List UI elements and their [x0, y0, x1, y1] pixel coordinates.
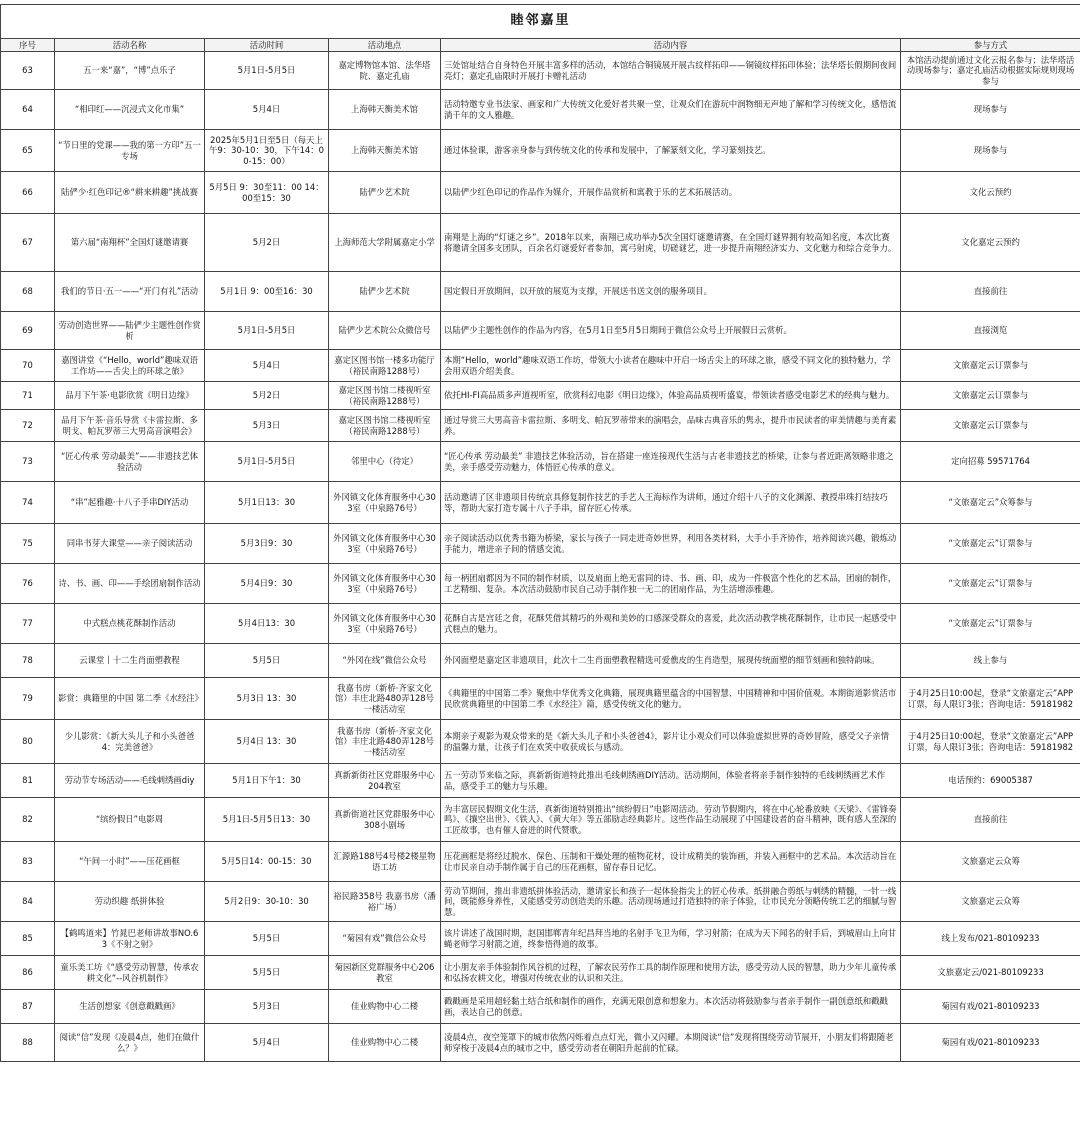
activity-place: 上海韩天衡美术馆	[329, 90, 441, 130]
activity-time: 5月4日	[205, 1024, 329, 1062]
table-row	[1, 172, 1080, 214]
row-number: 74	[1, 482, 55, 524]
row-number: 88	[1, 1024, 55, 1062]
table-row	[1, 720, 1080, 764]
activity-time: 5月1日 9：00至16：30	[205, 272, 329, 312]
activity-content: 以陆俨少红色印记的作品作为媒介，开展作品赏析和寓教于乐的艺术拓展活动。	[441, 172, 901, 214]
table-row	[1, 678, 1080, 720]
row-number: 81	[1, 764, 55, 798]
activity-time: 5月5日 9：30至11：00 14：00至15：30	[205, 172, 329, 214]
table-row	[1, 312, 1080, 350]
participation-method: 文旅嘉定云众筹	[901, 882, 1080, 922]
activity-place: 我嘉书房（新桥·齐家文化馆）丰庄北路480弄128号一楼活动室	[329, 678, 441, 720]
activity-time: 5月1日-5月5日	[205, 442, 329, 482]
activity-place: 裕民路358号 我嘉书房（潘裕广场）	[329, 882, 441, 922]
activity-content: 凌晨4点，夜空笼罩下的城市依然闪烁着点点灯光，微小又闪耀。本期阅读“信”发现将围绕劳动节展开，小朋友们将跟随老师穿梭于凌晨4点的城市之中，感受劳动者在朝阳升起前的忙碌。	[441, 1024, 901, 1062]
activity-content: 依托HI-FI高品质多声道视听室，欣赏科幻电影《明日边缘》，体验高品质视听盛宴，带领读者感受电影艺术的经典与魅力。	[441, 382, 901, 410]
activity-time: 5月4日	[205, 90, 329, 130]
activity-place: 外冈镇文化体育服务中心303室（中泉路76号）	[329, 604, 441, 644]
activity-content: 五一劳动节来临之际，真新新街道特此推出毛线刺绣画DIY活动。活动期间，体验者将亲手制作独特的毛线刺绣画艺术作品，感受手工的魅力与乐趣。	[441, 764, 901, 798]
participation-method: 直接前往	[901, 272, 1080, 312]
activity-time: 5月4日 13：30	[205, 720, 329, 764]
activity-place: 外冈镇文化体育服务中心303室（中泉路76号）	[329, 482, 441, 524]
participation-method: 文旅嘉定云订票参与	[901, 382, 1080, 410]
participation-method: 菊园有戏/021-80109233	[901, 990, 1080, 1024]
row-number: 77	[1, 604, 55, 644]
row-number: 73	[1, 442, 55, 482]
activity-content: 以陆俨少主题性创作的作品为内容，在5月1日至5月5日期间于微信公众号上开展假日云赏析。	[441, 312, 901, 350]
activity-name: 少儿影赏：《新大头儿子和小头爸爸4：完美爸爸》	[55, 720, 205, 764]
header-name: 活动名称	[55, 39, 205, 52]
row-number: 66	[1, 172, 55, 214]
activity-content: 外冈面塑是嘉定区非遗项目，此次十二生肖面塑教程精选可爱僬皮的生肖造型，展现传统面塑的细节刻画和独特韵味。	[441, 644, 901, 678]
table-row	[1, 482, 1080, 524]
activity-time: 5月1日-5月5日	[205, 312, 329, 350]
activity-time: 2025年5月1日至5日（每天上午9：30-10：30，下午14：00-15：00）	[205, 130, 329, 172]
participation-method: 文旅嘉定云众筹	[901, 842, 1080, 882]
participation-method: 文旅嘉定云订票参与	[901, 410, 1080, 442]
row-number: 67	[1, 214, 55, 272]
participation-method: 文化嘉定云预约	[901, 214, 1080, 272]
activity-time: 5月2日	[205, 214, 329, 272]
table-row	[1, 882, 1080, 922]
row-number: 70	[1, 350, 55, 382]
participation-method: “文旅嘉定云”订票参与	[901, 524, 1080, 564]
participation-method: 直接浏览	[901, 312, 1080, 350]
table-row	[1, 1024, 1080, 1062]
table-row	[1, 272, 1080, 312]
row-number: 86	[1, 956, 55, 990]
table-row	[1, 990, 1080, 1024]
row-number: 78	[1, 644, 55, 678]
table-title: 睦邻嘉里	[1, 5, 1080, 39]
row-number: 83	[1, 842, 55, 882]
participation-method: 定向招募 59571764	[901, 442, 1080, 482]
participation-method: 文化云预约	[901, 172, 1080, 214]
activity-time: 5月4日9：30	[205, 564, 329, 604]
row-number: 87	[1, 990, 55, 1024]
activity-place: “外冈在线”微信公众号	[329, 644, 441, 678]
activity-content: 活动邀请了区非遗项目传统京具修复制作技艺的手艺人王海标作为讲师，通过介绍十八子的文化渊源、教授串珠打结技巧等，帮助大家打造专属十八子手串，留存匠心传承。	[441, 482, 901, 524]
activity-place: 邻里中心（待定）	[329, 442, 441, 482]
activity-place: “菊园有戏”微信公众号	[329, 922, 441, 956]
row-number: 65	[1, 130, 55, 172]
activity-time: 5月1日下午1：30	[205, 764, 329, 798]
activity-time: 5月5日	[205, 956, 329, 990]
table-row	[1, 564, 1080, 604]
activity-content: 活动特邀专业书法家、画家和广大传统文化爱好者共聚一堂，让观众们在游玩中润物细无声地了解和学习传统文化，感悟流淌千年的文人雅趣。	[441, 90, 901, 130]
row-number: 76	[1, 564, 55, 604]
table-row	[1, 644, 1080, 678]
activity-name: 劳动节专场活动——毛线刺绣画diy	[55, 764, 205, 798]
activity-place: 陆俨少艺术院	[329, 272, 441, 312]
table-body	[1, 52, 1080, 1062]
row-number: 85	[1, 922, 55, 956]
table-row	[1, 842, 1080, 882]
activity-content: 为丰富居民假期文化生活，真新街道特别推出“缤纷假日”电影周活动。劳动节假期内，将在中心轮番放映《天梁》、《雷锋奏鸣》、《攘空出世》、《铁人》、《黄大年》等五部励志经典影片。这些作品生动展现了中国建设者的奋斗精神，既有感人至深的工匠故事，也有催人奋进的时代赞歌。	[441, 798, 901, 842]
activity-name: 云课堂丨十二生肖面塑教程	[55, 644, 205, 678]
table-row	[1, 956, 1080, 990]
activity-name: 同串书芽大课堂——亲子阅读活动	[55, 524, 205, 564]
row-number: 63	[1, 52, 55, 90]
table-row	[1, 382, 1080, 410]
activity-time: 5月4日	[205, 350, 329, 382]
activity-place: 佳业购物中心二楼	[329, 990, 441, 1024]
activity-content: “匠心传承 劳动最美” 非遗技艺体验活动，旨在搭建一座连接现代生活与古老非遗技艺的桥梁，让参与者近距离领略非遗之美，亲手感受劳动魅力，体悟匠心传承的意义。	[441, 442, 901, 482]
activity-name: 中式糕点桃花酥制作活动	[55, 604, 205, 644]
header-time: 活动时间	[205, 39, 329, 52]
activity-time: 5月1日13：30	[205, 482, 329, 524]
participation-method: 文旅嘉定云/021-80109233	[901, 956, 1080, 990]
activity-name: 陆俨少·红色印记®“耕来耕趣”挑战赛	[55, 172, 205, 214]
activity-content: 压花画框是将经过脱水、保色、压制和干燥处理的植物花材，设计成精美的装饰画，并装入画框中的艺术品。本次活动旨在让市民亲自动手制作属于自己的压花画框，留存春日记忆。	[441, 842, 901, 882]
table-row	[1, 410, 1080, 442]
participation-method: 电话预约：69005387	[901, 764, 1080, 798]
row-number: 84	[1, 882, 55, 922]
participation-method: 文旅嘉定云订票参与	[901, 350, 1080, 382]
activity-place: 陆俨少艺术院	[329, 172, 441, 214]
activity-time: 5月5日	[205, 644, 329, 678]
header-content: 活动内容	[441, 39, 901, 52]
activity-place: 嘉定博物馆本馆、法华塔院、嘉定孔庙	[329, 52, 441, 90]
activity-name: 五一来“嘉”，“博”点乐子	[55, 52, 205, 90]
activity-place: 上海师范大学附属嘉定小学	[329, 214, 441, 272]
activity-time: 5月3日	[205, 410, 329, 442]
activity-name: “缤纷假日”电影周	[55, 798, 205, 842]
participation-method: 现场参与	[901, 90, 1080, 130]
activity-place: 嘉定区图书馆二楼视听室（裕民南路1288号）	[329, 382, 441, 410]
activity-name: 诗、书、画、印——手绘团扇制作活动	[55, 564, 205, 604]
table-row	[1, 90, 1080, 130]
activity-time: 5月5日	[205, 922, 329, 956]
participation-method: “文旅嘉定云”众筹参与	[901, 482, 1080, 524]
participation-method: 菊园有戏/021-80109233	[901, 1024, 1080, 1062]
participation-method: 本馆活动提前通过文化云报名参与；法华塔活动现场参与；嘉定孔庙活动根据实际规则现场参与	[901, 52, 1080, 90]
table-row	[1, 350, 1080, 382]
activity-name: 劳动织趣 纸拼体验	[55, 882, 205, 922]
participation-method: 直接前往	[901, 798, 1080, 842]
activity-time: 5月4日13：30	[205, 604, 329, 644]
activity-time: 5月1日-5月5日13：30	[205, 798, 329, 842]
activity-time: 5月3日 13：30	[205, 678, 329, 720]
activity-content: 三处馆址结合自身特色开展丰富多样的活动，本馆结合铜镜展开展古纹样拓印——铜镜纹样拓印体验；法华塔长假期间夜间亮灯；嘉定孔庙限时开展打卡赠礼活动	[441, 52, 901, 90]
activity-content: 花酥自古是宫廷之食，花酥凭借其精巧的外观和美妙的口感深受群众的喜爱，此次活动教学桃花酥制作，让市民一起感受中式糕点的魅力。	[441, 604, 901, 644]
activity-name: 影赏：典籍里的中国 第二季《水经注》	[55, 678, 205, 720]
row-number: 79	[1, 678, 55, 720]
activity-content: 《典籍里的中国第二季》聚焦中华优秀文化典籍，展现典籍里蕴含的中国智慧、中国精神和中国价值观。本期街道影赏活市民欣赏典籍里的中国第二季《水经注》篇，感受传统文化的魅力。	[441, 678, 901, 720]
activity-place: 真新新街社区党群服务中心204教室	[329, 764, 441, 798]
activity-time: 5月5日14：00-15：30	[205, 842, 329, 882]
activity-content: 劳动节期间，推出非遗纸拼体验活动，邀请家长和孩子一起体验指尖上的匠心传承。纸拼融合剪纸与刺绣的精髓，一针一线间，既能修身养性，又能感受劳动创造美的乐趣。活动现场通过打造独特的亲子体验，让市民充分领略传统工艺的细腻与智慧。	[441, 882, 901, 922]
participation-method: 于4月25日10:00起，登录“文旅嘉定云”APP订票，每人限订3张；咨询电话：59181982	[901, 720, 1080, 764]
table-row	[1, 130, 1080, 172]
activity-place: 汇源路188号4号楼2楼星物语工坊	[329, 842, 441, 882]
activity-content: 本期“Hello，world”趣味双语工作坊，带领大小读者在趣味中开启一场舌尖上的环球之旅，感受不同文化的独特魅力，学会用双语介绍美食。	[441, 350, 901, 382]
participation-method: “文旅嘉定云”订票参与	[901, 564, 1080, 604]
activity-name: 品月下午茶·电影欣赏《明日边缘》	[55, 382, 205, 410]
table-row	[1, 764, 1080, 798]
activity-name: “相印红——沉浸式文化市集”	[55, 90, 205, 130]
activity-content: 本期亲子观影为观众带来的是《新大头儿子和小头爸爸4》，影片让小观众们可以体验虚拟世界的奇妙冒险，感受父子亲情的温馨力量，让孩子们在欢笑中收获成长与感动。	[441, 720, 901, 764]
activity-place: 菊园新区党群服务中心206教室	[329, 956, 441, 990]
participation-method: 现场参与	[901, 130, 1080, 172]
activity-name: 嘉图讲堂《“Hello，world”趣味双语工作坊——舌尖上的环球之旅》	[55, 350, 205, 382]
activity-time: 5月3日	[205, 990, 329, 1024]
table-row	[1, 922, 1080, 956]
activity-time: 5月2日9：30-10：30	[205, 882, 329, 922]
header-method: 参与方式	[901, 39, 1080, 52]
participation-method: “文旅嘉定云”订票参与	[901, 604, 1080, 644]
activity-name: 我们的节日·五一——“开门有礼”活动	[55, 272, 205, 312]
header-no: 序号	[1, 39, 55, 52]
activity-name: “串”起雅趣·十八子手串DIY活动	[55, 482, 205, 524]
row-number: 71	[1, 382, 55, 410]
activity-name: 品月下午茶·音乐导赏《卡雷拉斯、多明戈、帕瓦罗蒂三大男高音演唱会》	[55, 410, 205, 442]
activity-time: 5月3日9：30	[205, 524, 329, 564]
table-row	[1, 52, 1080, 90]
activity-table	[0, 4, 1080, 1062]
table-row	[1, 524, 1080, 564]
activity-content: 南翔是上海的“灯谜之乡”。2018年以来，南翔已成功举办5次全国灯谜邀请赛，在全国灯谜界拥有较高知名度，本次比赛将邀请全国多支团队，百余名灯谜爱好者参加，寓弓射虎，切磋谜艺，进一步提升南翔经济实力、文化魅力和综合竞争力。	[441, 214, 901, 272]
table-row	[1, 442, 1080, 482]
activity-place: 嘉定区图书馆一楼多功能厅（裕民南路1288号）	[329, 350, 441, 382]
header-row	[1, 39, 1080, 52]
activity-content: 通过导赏三大男高音卡雷拉斯、多明戈、帕瓦罗蒂带来的演唱会，品味古典音乐的隽永，提升市民读者的审美情趣与美育素养。	[441, 410, 901, 442]
activity-name: 童乐美工坊《“感受劳动智慧，传承农耕文化”--风谷机制作》	[55, 956, 205, 990]
row-number: 80	[1, 720, 55, 764]
activity-place: 上海韩天衡美术馆	[329, 130, 441, 172]
activity-name: 第六届“南翔杯”全国灯谜邀请赛	[55, 214, 205, 272]
participation-method: 于4月25日10:00起，登录“文旅嘉定云”APP订票，每人限订3张；咨询电话：59181982	[901, 678, 1080, 720]
activity-place: 真新街道社区党群服务中心308小剧场	[329, 798, 441, 842]
row-number: 64	[1, 90, 55, 130]
participation-method: 线上参与	[901, 644, 1080, 678]
activity-place: 外冈镇文化体育服务中心303室（中泉路76号）	[329, 524, 441, 564]
activity-name: 生活创想家《创意戳戳画》	[55, 990, 205, 1024]
activity-name: “匠心传承 劳动最美”——非遗技艺体验活动	[55, 442, 205, 482]
row-number: 72	[1, 410, 55, 442]
table-row	[1, 798, 1080, 842]
header-place: 活动地点	[329, 39, 441, 52]
table-row	[1, 214, 1080, 272]
activity-content: 亲子阅读活动以优秀书籍为桥梁，家长与孩子一同走进奇妙世界，利用各类材料，大手小手齐协作，培养阅读兴趣，锻炼动手能力，增进亲子间的情感交流。	[441, 524, 901, 564]
activity-content: 戳戳画是采用超轻黏土结合纸和制作的画作，充满无限创意和想象力。本次活动将鼓励参与者亲手制作一副创意纸和戳戳画，表达自己的创意。	[441, 990, 901, 1024]
activity-name: 【鹤鸣道来】竹晁巴老师讲故事NO.63《不射之射》	[55, 922, 205, 956]
activity-time: 5月1日-5月5日	[205, 52, 329, 90]
activity-name: “午间一小时”——压花画框	[55, 842, 205, 882]
activity-name: 劳动创造世界——陆俨少主题性创作赏析	[55, 312, 205, 350]
participation-method: 线上发布/021-80109233	[901, 922, 1080, 956]
activity-content: 该片讲述了战国时期，赵国邯郸青年纪昌拜当地的名射手飞卫为师，学习射箭；在成为天下闻名的射手后，到城眉山上向甘蝇老师学习射箭之道，终参悟得道的故事。	[441, 922, 901, 956]
activity-place: 嘉定区图书馆二楼视听室（裕民南路1288号）	[329, 410, 441, 442]
activity-content: 通过体验课，游客亲身参与到传统文化的传承和发展中，了解篆刻文化，学习篆刻技艺。	[441, 130, 901, 172]
table-row	[1, 604, 1080, 644]
activity-content: 让小朋友亲手体验制作风谷机的过程，了解农民劳作工具的制作原理和使用方法，感受劳动人民的智慧，助力少年儿童传承和弘扬农耕文化，增强对传统农业的认识和关注。	[441, 956, 901, 990]
activity-time: 5月2日	[205, 382, 329, 410]
activity-content: 国定假日开放期间，以开放的展览为支撑，开展送书送文创的服务项目。	[441, 272, 901, 312]
activity-name: “节日里的党课——我的第一方印”五一专场	[55, 130, 205, 172]
activity-place: 陆俨少艺术院公众微信号	[329, 312, 441, 350]
activity-place: 外冈镇文化体育服务中心303室（中泉路76号）	[329, 564, 441, 604]
activity-place: 我嘉书房（新桥·齐家文化馆）丰庄北路480弄128号一楼活动室	[329, 720, 441, 764]
row-number: 69	[1, 312, 55, 350]
activity-place: 佳业购物中心二楼	[329, 1024, 441, 1062]
activity-name: 阅读“信”发现《凌晨4点，他们在做什么？》	[55, 1024, 205, 1062]
row-number: 68	[1, 272, 55, 312]
row-number: 75	[1, 524, 55, 564]
row-number: 82	[1, 798, 55, 842]
activity-content: 每一柄团扇都因为不同的制作材质，以及扇面上绝无雷同的诗、书、画、印，成为一件极富个性化的艺术品，团扇的制作，工艺精细、复杂。本次活动鼓励市民自己动手制作独一无二的团扇作品，为生活增添雅趣。	[441, 564, 901, 604]
